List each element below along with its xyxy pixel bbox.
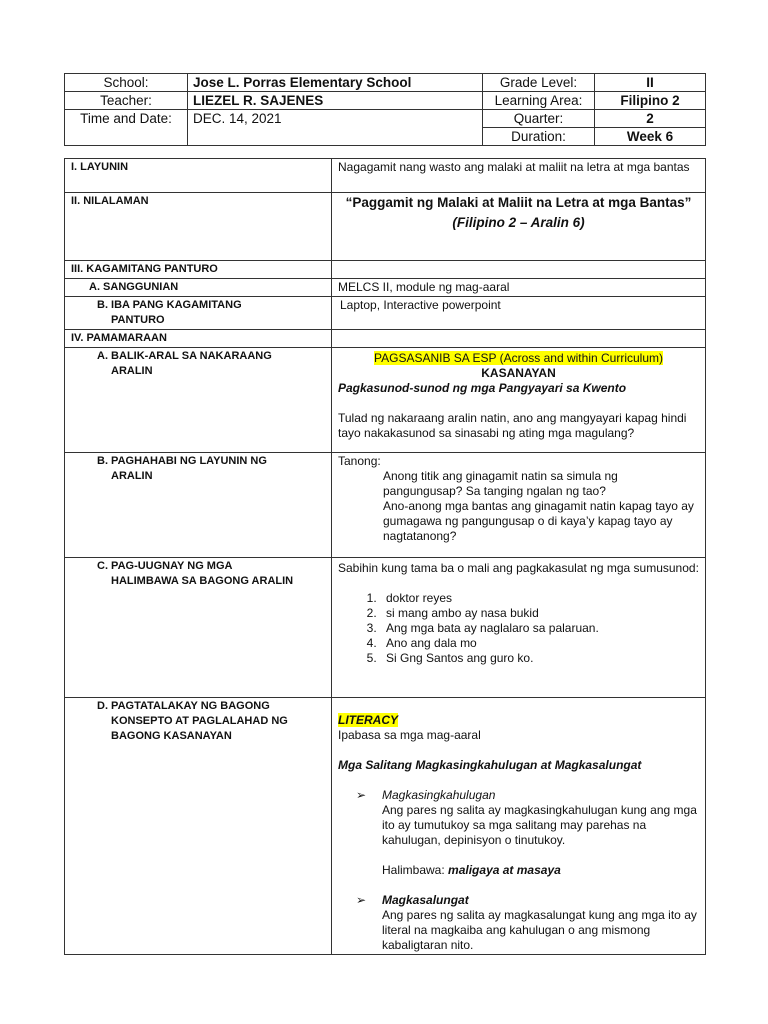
duration-value: Week 6 bbox=[595, 128, 706, 146]
tanong-q1: Anong titik ang ginagamit natin sa simula ng pangungusap? Sa tanging ngalan ng tao? bbox=[383, 469, 618, 498]
time-date-value: DEC. 14, 2021 bbox=[188, 110, 483, 146]
tanong-label: Tanong: bbox=[338, 454, 381, 468]
grade-level-label: Grade Level: bbox=[483, 74, 595, 92]
iba-label-line1: B. IBA PANG KAGAMITANG bbox=[97, 299, 242, 311]
list-item: 5. Si Gng Santos ang guro ko. bbox=[380, 651, 699, 666]
arrow-bullet-icon: ➢ bbox=[356, 893, 367, 907]
sanggunian-value: MELCS II, module ng mag-aaral bbox=[332, 279, 706, 297]
school-label: School: bbox=[65, 74, 188, 92]
layunin-text: Nagagamit nang wasto ang malaki at maliit na letra at mga bantas bbox=[332, 159, 706, 193]
arrow-bullet-icon: ➢ bbox=[356, 788, 367, 802]
halimbawa-value: maligaya at masaya bbox=[448, 863, 561, 877]
quarter-value: 2 bbox=[595, 110, 706, 128]
iba-label-line2: PANTURO bbox=[111, 314, 165, 326]
iba-value bbox=[332, 297, 706, 330]
esp-highlight: PAGSASANIB SA ESP (Across and within Curriculum) bbox=[374, 351, 663, 365]
term2-label: Magkasalungat bbox=[382, 893, 469, 907]
teacher-value: LIEZEL R. SAJENES bbox=[188, 92, 483, 110]
pagtatalakay-content bbox=[332, 698, 706, 955]
list-item: 1. doktor reyes bbox=[380, 591, 699, 606]
pagtatalakay-cell bbox=[65, 698, 332, 955]
lesson-subtitle: (Filipino 2 – Aralin 6) bbox=[452, 215, 585, 230]
term1-definition: Ang pares ng salita ay magkasingkahulugan kung ang mga ito ay tumutukoy sa mga salitang may parehas na kahulugan, depinisyon o tinutukoy. bbox=[382, 803, 697, 847]
duration-label: Duration: bbox=[483, 128, 595, 146]
paghahabi-label-line1: B. PAGHAHABI NG LAYUNIN NG bbox=[97, 455, 267, 467]
term1-label: Magkasingkahulugan bbox=[382, 788, 496, 802]
pag-uugnay-label-line1: C. PAG-UUGNAY NG MGA bbox=[97, 560, 233, 572]
iba-value-text: Laptop, Interactive powerpoint bbox=[340, 298, 501, 312]
teacher-label: Teacher: bbox=[65, 92, 188, 110]
sanggunian-label: A. SANGGUNIAN bbox=[89, 281, 179, 293]
pamamaraan-empty bbox=[332, 330, 706, 348]
term-magkasalungat bbox=[338, 893, 699, 908]
balik-aral-label-line2: ARALIN bbox=[111, 365, 153, 377]
list-item: 3. Ang mga bata ay naglalaro sa palaruan. bbox=[380, 621, 699, 636]
paghahabi-cell bbox=[65, 453, 332, 558]
pag-uugnay-intro: Sabihin kung tama ba o mali ang pagkakasulat ng mga sumusunod: bbox=[338, 561, 699, 575]
pagtatalakay-label-line2: KONSEPTO AT PAGLALAHAD NG bbox=[111, 715, 288, 727]
term-magkasingkahulugan bbox=[338, 788, 699, 803]
kagamitan-label: III. KAGAMITANG PANTURO bbox=[65, 261, 332, 279]
paghahabi-content bbox=[332, 453, 706, 558]
learning-area-label: Learning Area: bbox=[483, 92, 595, 110]
paghahabi-label-line2: ARALIN bbox=[111, 470, 153, 482]
term2-definition: Ang pares ng salita ay magkasalungat kung ang mga ito ay literal na magkaiba ang kahulugan o ang mismong kabaligtaran nito. bbox=[382, 908, 697, 952]
pagtatalakay-label-line1: D. PAGTATALAKAY NG BAGONG bbox=[97, 700, 270, 712]
learning-area-value: Filipino 2 bbox=[595, 92, 706, 110]
tanong-q2: Ano-anong mga bantas ang ginagamit natin kapag tayo ay gumagawa ng pangungusap o di kaya’y kapag tayo ay nagtatanong? bbox=[383, 499, 694, 543]
pag-uugnay-content bbox=[332, 558, 706, 698]
ipabasa-text: Ipabasa sa mga mag-aaral bbox=[338, 728, 481, 742]
pagtatalakay-label-line3: BAGONG KASANAYAN bbox=[111, 730, 232, 742]
list-item: 4. Ano ang dala mo bbox=[380, 636, 699, 651]
pamamaraan-label: IV. PAMAMARAAN bbox=[65, 330, 332, 348]
nilalaman-content bbox=[332, 193, 706, 261]
nilalaman-label: II. NILALAMAN bbox=[65, 193, 332, 261]
header-table bbox=[64, 73, 706, 146]
lesson-plan-table bbox=[64, 158, 706, 955]
pag-uugnay-cell bbox=[65, 558, 332, 698]
grade-level-value: II bbox=[595, 74, 706, 92]
school-value: Jose L. Porras Elementary School bbox=[188, 74, 483, 92]
layunin-label: I. LAYUNIN bbox=[65, 159, 332, 193]
balik-aral-text: Tulad ng nakaraang aralin natin, ano ang mangyayari kapag hindi tayo nakakasunod sa sinasabi ng ating mga magulang? bbox=[338, 411, 687, 440]
examples-list bbox=[338, 591, 699, 666]
balik-aral-content bbox=[332, 348, 706, 453]
kasanayan-heading: KASANAYAN bbox=[481, 366, 556, 380]
iba-pang-kagamitan-cell bbox=[65, 297, 332, 330]
kagamitan-empty bbox=[332, 261, 706, 279]
halimbawa-line bbox=[338, 863, 699, 878]
sanggunian-cell bbox=[65, 279, 332, 297]
quarter-label: Quarter: bbox=[483, 110, 595, 128]
lesson-title: “Paggamit ng Malaki at Maliit na Letra at mga Bantas” bbox=[345, 195, 692, 210]
literacy-badge: LITERACY bbox=[338, 713, 398, 727]
list-item: 2. si mang ambo ay nasa bukid bbox=[380, 606, 699, 621]
time-date-label: Time and Date: bbox=[65, 110, 188, 146]
pag-uugnay-label-line2: HALIMBAWA SA BAGONG ARALIN bbox=[111, 575, 294, 587]
halimbawa-label: Halimbawa: bbox=[382, 863, 445, 877]
balik-aral-label-line1: A. BALIK-ARAL SA NAKARAANG bbox=[97, 350, 272, 362]
salita-heading: Mga Salitang Magkasingkahulugan at Magkasalungat bbox=[338, 758, 642, 772]
balik-aral-cell bbox=[65, 348, 332, 453]
balik-aral-italic: Pagkasunod-sunod ng mga Pangyayari sa Kwento bbox=[338, 381, 627, 395]
